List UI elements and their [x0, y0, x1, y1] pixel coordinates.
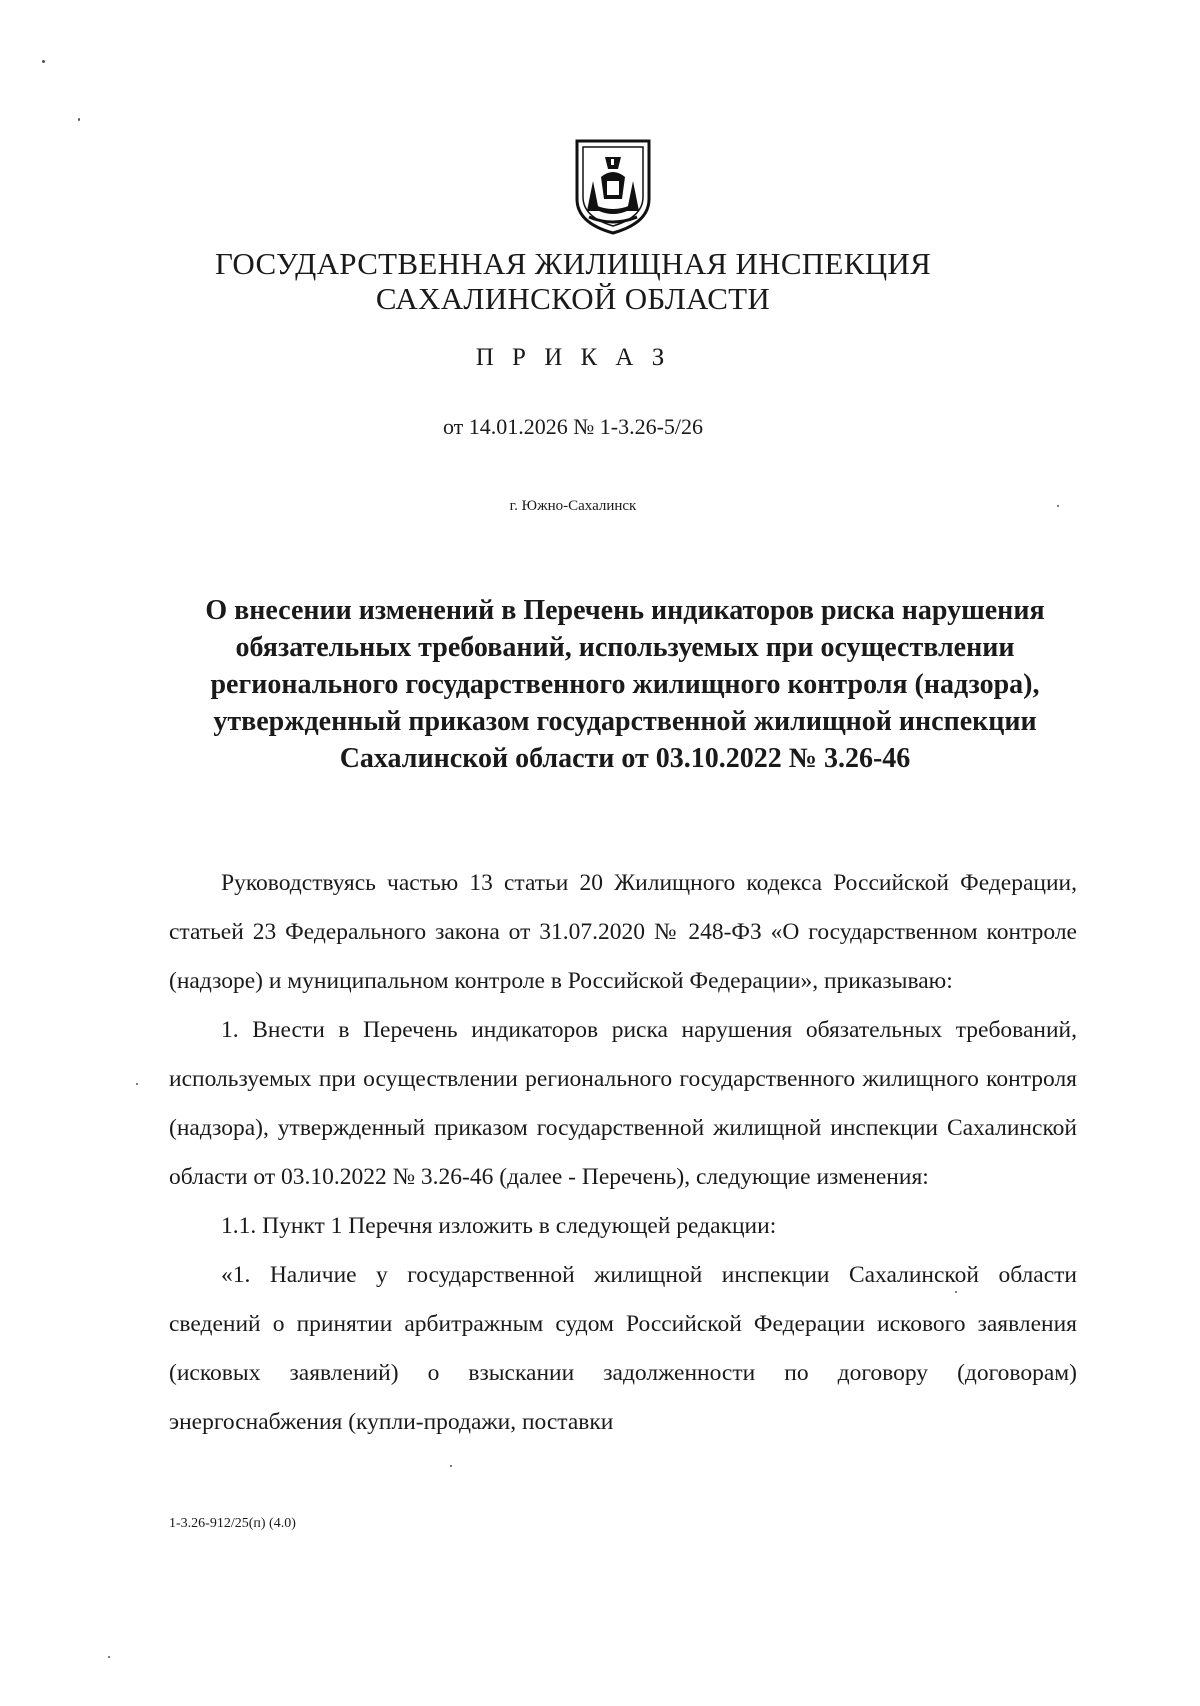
document-number-date: от 14.01.2026 № 1-3.26-5/26	[442, 414, 704, 439]
scan-speck	[450, 1465, 452, 1467]
document-title: О внесении изменений в Перечень индикаторов риска нарушения обязательных требований, используемых при осуществлении регионального государственного жилищного контроля (надзора), утвержденный приказом государственной жилищной инспекции Сахалинской области от 03.10.2022 № 3.26-46	[205, 595, 1045, 774]
coat-of-arms-icon	[573, 137, 653, 237]
footer-document-code: 1-3.26-912/25(п) (4.0)	[169, 1516, 296, 1531]
body-paragraph-item-1: 1. Внести в Перечень индикаторов риска нарушения обязательных требований, используемых при осуществлении регионального государственного жилищного контроля (надзора), утвержденный приказом государственной жилищной инспекции Сахалинской области от 03.10.2022 № 3.26-46 (далее - Перечень), следующие изменения:	[169, 1017, 1077, 1190]
document-type: П Р И К А З	[475, 344, 671, 371]
scan-speck	[955, 1291, 957, 1293]
organization-name-line-2: САХАЛИНСКОЙ ОБЛАСТИ	[375, 281, 771, 316]
scan-speck	[108, 1656, 110, 1658]
scan-speck	[78, 118, 80, 121]
scan-speck	[136, 1083, 138, 1085]
document-city: г. Южно-Сахалинск	[509, 498, 637, 514]
scan-speck	[1057, 505, 1059, 507]
organization-name-line-1: ГОСУДАРСТВЕННАЯ ЖИЛИЩНАЯ ИНСПЕКЦИЯ	[214, 246, 932, 281]
body-paragraph-quote: «1. Наличие у государственной жилищной инспекции Сахалинской области сведений о принятии арбитражным судом Российской Федерации искового заявления (исковых заявлений) о взыскании задолженности по договору (договорам) энергоснабжения (купли-продажи, поставки	[169, 1262, 1077, 1435]
scan-speck	[42, 60, 45, 63]
document-body	[169, 859, 1077, 1447]
body-paragraph-item-1-1: 1.1. Пункт 1 Перечня изложить в следующей редакции:	[221, 1213, 777, 1239]
body-paragraph-preamble: Руководствуясь частью 13 статьи 20 Жилищного кодекса Российской Федерации, статьей 23 Федерального закона от 31.07.2020 № 248-ФЗ «О государственном контроле (надзоре) и муниципальном контроле в Российской Федерации», приказываю:	[169, 870, 1077, 994]
